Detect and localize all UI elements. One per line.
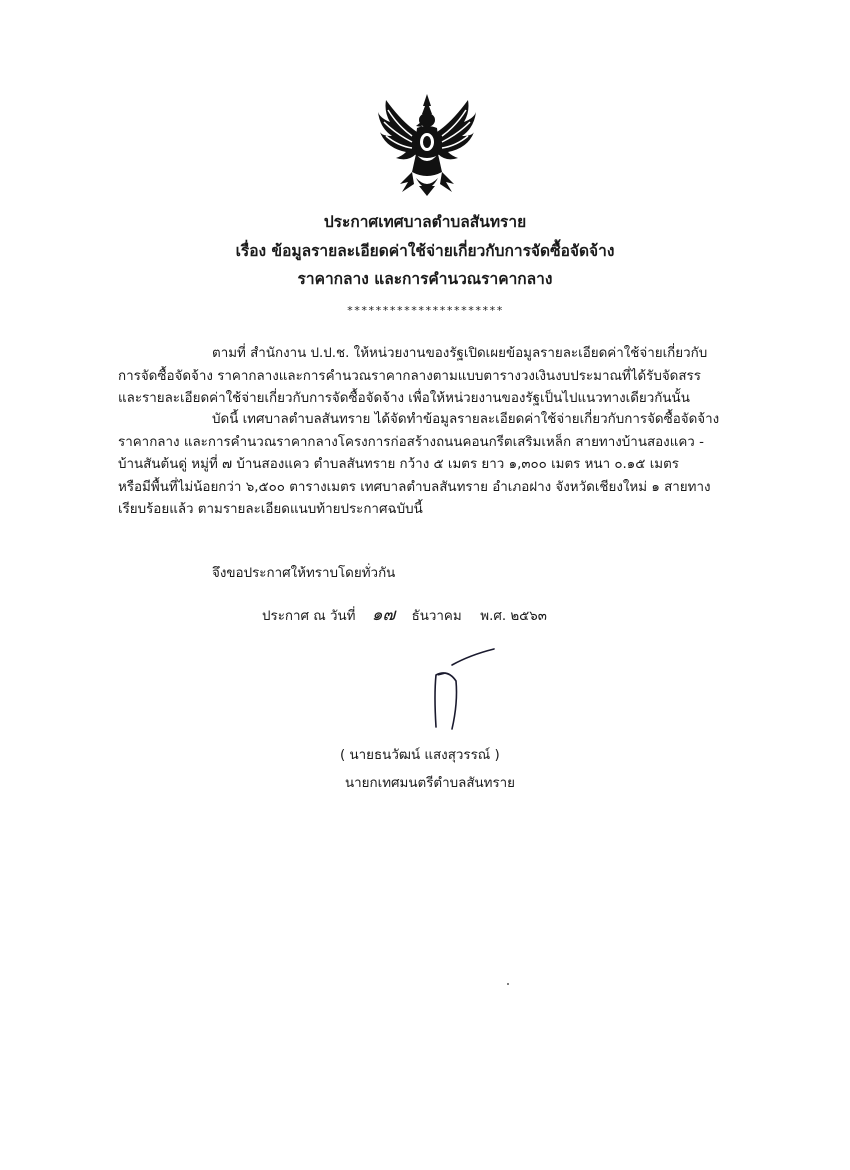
- paragraph-line: ตามที่ สำนักงาน ป.ป.ช. ให้หน่วยงานของรัฐเปิดเผยข้อมูลรายละเอียดค่าใช้จ่ายเกี่ยวกับ: [212, 346, 708, 361]
- paragraph-project-details: [118, 409, 770, 522]
- scan-speck: [507, 983, 509, 985]
- announcement-title: ประกาศเทศบาลตำบลสันทราย: [323, 213, 527, 231]
- paragraph-line: บ้านสันต้นดู่ หมู่ที่ ๗ บ้านสองแคว ตำบลสันทราย กว้าง ๕ เมตร ยาว ๑,๓๐๐ เมตร หนา ๐.๑๕ เมตร: [118, 457, 679, 472]
- asterisk-separator: **********************: [346, 304, 504, 317]
- date-day-handwritten: ๑๗: [371, 605, 396, 625]
- announcement-subject: เรื่อง ข้อมูลรายละเอียดค่าใช้จ่ายเกี่ยวกับการจัดซื้อจัดจ้าง: [235, 242, 615, 260]
- signature-mark: [422, 645, 502, 735]
- paragraph-line: และรายละเอียดค่าใช้จ่ายเกี่ยวกับการจัดซื้อจัดจ้าง เพื่อให้หน่วยงานของรัฐเป็นไปแนวทางเดียวกันนั้น: [118, 391, 690, 406]
- date-prefix: ประกาศ ณ วันที่: [262, 609, 356, 624]
- signer-name: ( นายธนวัฒน์ แสงสุวรรณ์ ): [340, 748, 500, 763]
- garuda-emblem-icon: [372, 92, 482, 198]
- announcement-date: [262, 603, 547, 629]
- closing-statement: จึงขอประกาศให้ทราบโดยทั่วกัน: [212, 566, 396, 581]
- paragraph-line: หรือมีพื้นที่ไม่น้อยกว่า ๖,๕๐๐ ตารางเมตร เทศบาลตำบลสันทราย อำเภอฝาง จังหวัดเชียงใหม่ ๑ สายทาง: [118, 479, 711, 495]
- paragraph-line: บัดนี้ เทศบาลตำบลสันทราย ได้จัดทำข้อมูลรายละเอียดค่าใช้จ่ายเกี่ยวกับการจัดซื้อจัดจ้าง: [212, 412, 720, 427]
- date-month: ธันวาคม: [411, 609, 462, 624]
- paragraph-preamble: [118, 343, 770, 411]
- paragraph-line: เรียบร้อยแล้ว ตามรายละเอียดแนบท้ายประกาศฉบับนี้: [118, 502, 423, 517]
- paragraph-line: ราคากลาง และการคำนวณราคากลางโครงการก่อสร้างถนนคอนกรีตเสริมเหล็ก สายทางบ้านสองแคว -: [118, 434, 704, 450]
- paragraph-line: การจัดซื้อจัดจ้าง ราคากลางและการคำนวณราคากลางตามแบบตารางวงเงินงบประมาณที่ได้รับจัดสรร: [118, 368, 701, 384]
- date-year: พ.ศ. ๒๕๖๓: [480, 609, 547, 624]
- announcement-subject-continued: ราคากลาง และการคำนวณราคากลาง: [297, 270, 553, 288]
- signer-title: นายกเทศมนตรีตำบลสันทราย: [345, 776, 516, 791]
